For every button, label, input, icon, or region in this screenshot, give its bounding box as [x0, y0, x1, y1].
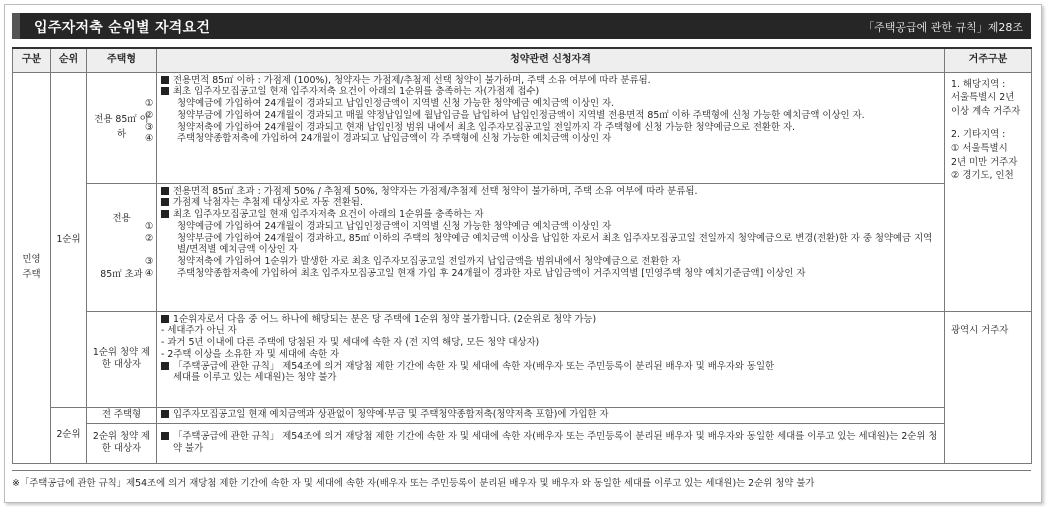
- metro-residence-label: 광역시 거주자: [951, 324, 1009, 336]
- criteria-line: [145, 98, 940, 110]
- page-title: 입주자저축 순위별 자격요건: [34, 20, 211, 36]
- over85-criteria: [145, 183, 945, 311]
- category-cell: [13, 72, 51, 463]
- criteria-text: 「주택공급에 관한 규칙」 제54조에 의거 재당첨 제한 기간에 속한 자 및 세대에 속한 자(배우자 또는 주민등록이 분리된 배우자 및 배우자와 동일한: [173, 360, 775, 372]
- residence-r2-line1: 2. 기타지역 :: [951, 129, 1006, 141]
- bullet-square: [161, 187, 169, 195]
- criteria-line: [145, 133, 940, 145]
- criteria-text: 청약저축에 가입하여 24개월이 경과되고 현재 납입인정 범위 내에서 최초 입주자모집공고일 전일까지 각 주택형에 신청 가능한 청약예금으로 전환한 자.: [177, 121, 796, 133]
- header-house-type: 주택형: [87, 48, 157, 72]
- item-number: ①: [145, 98, 154, 109]
- criteria-text: - 2주택 이상을 소유한 자 및 세대에 속한 자: [161, 348, 340, 360]
- rank1-cell: [51, 72, 87, 407]
- type-over85-label-b: 85㎡ 초과: [100, 269, 143, 280]
- category-label: 민영주택: [22, 254, 41, 280]
- criteria-line: [145, 220, 940, 233]
- qualification-table: [12, 47, 1032, 464]
- residence-r1-line3: 이상 계속 거주자: [951, 105, 1021, 117]
- item-number: ③: [145, 121, 154, 133]
- header-category: 구분: [13, 48, 51, 72]
- regulation-reference: 「주택공급에 관한 규칙」제28조: [863, 21, 1023, 34]
- rank2-restricted-criteria: [157, 423, 945, 463]
- type-all-cell: [87, 407, 157, 423]
- table-row: [13, 183, 1032, 311]
- rank2-cell: [51, 407, 87, 463]
- criteria-text: - 세대주가 아닌 자: [161, 325, 237, 337]
- restricted-criteria: [157, 311, 945, 407]
- criteria-text: 주택청약종합저축에 가입하여 최초 입주자모집공고일 현재 가입 후 24개월이 경과한 자로 납입금액이 거주지역별 [민영주택 청약 예치기준금액] 이상인 자: [177, 267, 806, 279]
- criteria-line: [161, 209, 940, 221]
- criteria-text: 주택청약종합저축에 가입하여 24개월이 경과되고 납입금액이 각 주택형에 신청 가능한 예치금액 이상인 자: [177, 133, 612, 145]
- rank2-restricted-text: 「주택공급에 관한 규칙」 제54조에 의거 재당첨 제한 기간에 속한 자 및 세대에 속한 자(배우자 또는 주민등록이 분리된 배우자 및 배우자와 동일한 세대를 이루고 있는 세대원)는 2순위 청약 불가: [173, 431, 938, 454]
- residence-r2-line4: ② 경기도, 인천: [951, 170, 1014, 182]
- item-number: ②: [145, 109, 154, 121]
- item-number: ②: [145, 232, 154, 244]
- criteria-text: 최초 입주자모집공고일 현재 입주자저축 요건이 아래의 1순위를 충족하는 자: [173, 209, 484, 220]
- criteria-line: [161, 372, 940, 384]
- bullet-square: [161, 432, 169, 440]
- title-accent: [12, 13, 20, 39]
- bullet-square: [161, 210, 169, 218]
- item-number: ①: [145, 220, 154, 232]
- criteria-text: 전용면적 85㎡ 이하 : 가점제 (100%), 청약자는 가점제/추첨제 선택 청약이 불가하며, 주택 소유 여부에 따라 분류됨.: [173, 74, 651, 86]
- metro-residence-cell: [945, 311, 1032, 463]
- header-residence: 거주구분: [945, 48, 1032, 72]
- bullet-square: [161, 76, 169, 84]
- criteria-text: 세대를 이루고 있는 세대원)는 청약 불가: [173, 372, 337, 384]
- criteria-line: [145, 121, 940, 134]
- bullet-square: [161, 87, 169, 95]
- table-row: [13, 72, 1032, 183]
- criteria-line: [161, 186, 940, 198]
- item-number: ④: [145, 267, 154, 279]
- criteria-line: [161, 197, 940, 209]
- type-over85-label-a: 전용: [112, 213, 131, 225]
- criteria-line: [161, 325, 940, 337]
- rank1-label: 1순위: [56, 233, 81, 245]
- criteria-line: [161, 86, 940, 98]
- criteria-text: 청약부금에 가입하여 24개월이 경과하고, 85㎡ 이하의 주택의 청약예금 예치금액 이상을 납입한 자로서 최초 입주자모집공고일 전일까지 청약예금으로 변경(전환)한 자 중 청약예금 지역별/면적별 예치금액 이상인 자: [177, 232, 933, 256]
- rank2-label: 2순위: [56, 429, 81, 441]
- residence-r2-line2: ① 서울특별시: [951, 143, 1008, 154]
- type-all-label: 전 주택형: [101, 409, 142, 421]
- residence-r1-line1: 1. 해당지역 :: [951, 78, 1006, 90]
- table-row: [13, 311, 1032, 407]
- type-restricted-cell: [87, 311, 157, 407]
- criteria-text: 1순위자로서 다음 중 어느 하나에 해당되는 분은 당 주택에 1순위 청약 불가합니다. (2순위로 청약 가능): [173, 313, 597, 325]
- residence-r1-line2: 서울특별시 2년: [951, 92, 1015, 104]
- criteria-text: 가점제 낙첨자는 추첨제 대상자로 자동 전환됨.: [173, 197, 363, 209]
- table-row: [13, 423, 1032, 463]
- criteria-text: 청약저축에 가입하여 1순위가 발생한 자로 최초 입주자모집공고일 전일까지 납입금액을 범위내에서 청약예금으로 전환한 자: [177, 256, 681, 267]
- type-over85-cell: [87, 183, 157, 311]
- bullet-square: [161, 410, 169, 418]
- title-bar: [12, 13, 1031, 39]
- criteria-line: [161, 337, 940, 349]
- item-number: ④: [145, 133, 154, 145]
- criteria-line: [161, 314, 940, 326]
- bullet-square: [161, 315, 169, 323]
- table-header-row: [13, 48, 1032, 72]
- criteria-line: [145, 267, 940, 280]
- criteria-text: 청약예금에 가입하여 24개월이 경과되고 납입인정금액이 지역별 신청 가능한 청약예금 예치금액 이상인 자.: [177, 98, 615, 109]
- criteria-text: 최초 입주자모집공고일 현재 입주자저축 요건이 아래의 1순위를 충족하는 자(가점제 접수): [173, 86, 540, 98]
- type-restricted-label: 1순위 청약 제한 대상자: [92, 346, 151, 370]
- type-rank2-restricted-label: 2순위 청약 제한 대상자: [92, 431, 151, 454]
- rank2-all-text: 입주자모집공고일 현재 예치금액과 상관없이 청약예·부금 및 주택청약종합저축(청약저축 포함)에 가입한 자: [173, 408, 609, 420]
- criteria-text: 청약부금에 가입하여 24개월이 경과되고 매월 약정납입일에 월납입금을 납입하여 납입인정금액이 지역별 전용면적 85㎡ 이하 주택형에 신청 가능한 예치금액 이상인 자.: [177, 109, 865, 121]
- criteria-line: [161, 349, 940, 361]
- footnote: ※「주택공급에 관한 규칙」제54조에 의거 재당첨 제한 기간에 속한 자 및 세대에 속한 자(배우자 또는 주민등록이 분리된 배우자 및 배우자 와 동일한 세대를 이루고 있는 세대원)는 2순위 청약 불가: [12, 470, 1031, 489]
- residence-r2-line3: 2년 미만 거주자: [951, 156, 1018, 168]
- criteria-text: - 과거 5년 이내에 다른 주택에 당첨된 자 및 세대에 속한 자 (전 지역 해당, 모든 청약 대상자): [161, 337, 540, 348]
- criteria-text: 전용면적 85㎡ 초과 : 가점제 50% / 추첨제 50%, 청약자는 가점제/추첨제 선택 청약이 불가하며, 주택 소유 여부에 따라 분류됨.: [173, 185, 698, 197]
- type-rank2-restricted-cell: [87, 423, 157, 463]
- residence-cell: [945, 72, 1032, 311]
- criteria-line: [161, 75, 940, 87]
- header-rank: 순위: [51, 48, 87, 72]
- header-qualification: 청약관련 신청자격: [157, 48, 945, 72]
- criteria-text: 청약예금에 가입하여 24개월이 경과되고 납입인정금액이 지역별 신청 가능한 청약예금 예치금액 이상인 자: [177, 220, 612, 232]
- bullet-square: [161, 362, 169, 370]
- type-under85-label: 전용 85㎡ 이하: [94, 114, 149, 140]
- rank2-all-criteria: [157, 407, 945, 423]
- criteria-line: [145, 232, 940, 257]
- bullet-square: [161, 198, 169, 206]
- criteria-line: [161, 361, 940, 373]
- under85-criteria: [145, 72, 945, 183]
- item-number: ③: [145, 256, 154, 267]
- criteria-line: [145, 109, 940, 122]
- table-row: [13, 407, 1032, 423]
- criteria-line: [145, 256, 940, 268]
